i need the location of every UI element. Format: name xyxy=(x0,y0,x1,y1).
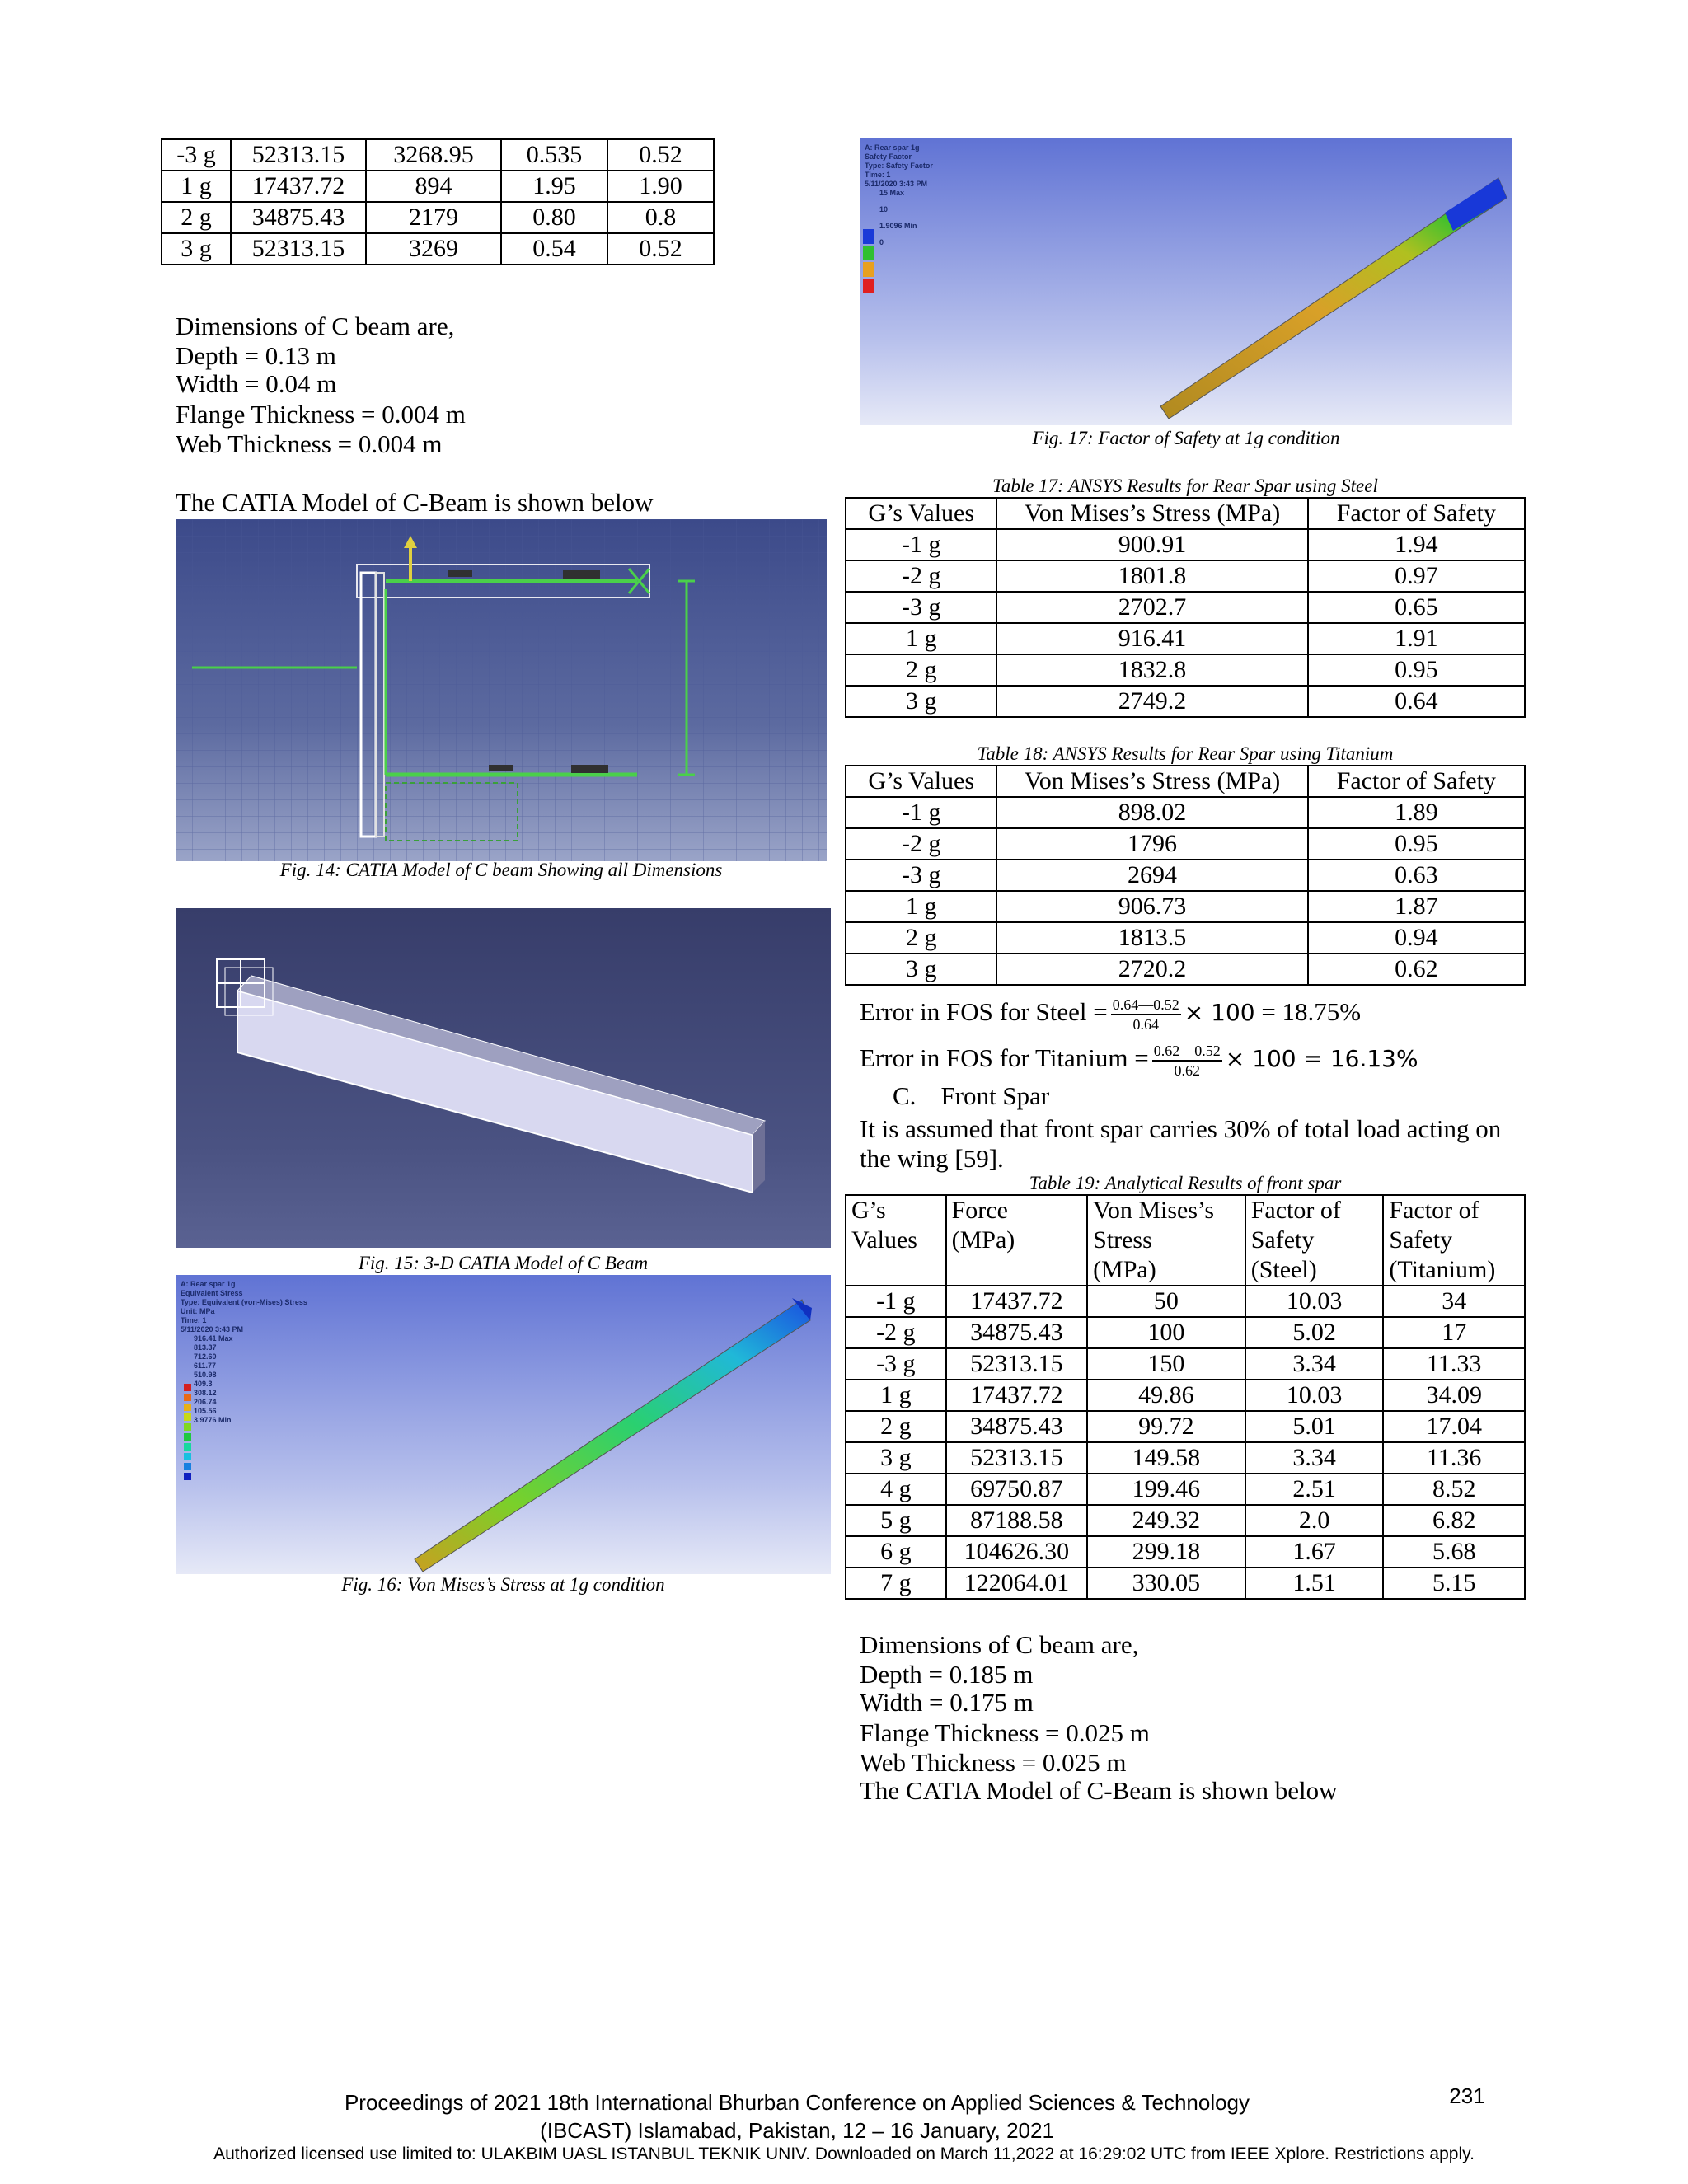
table-cell: 104626.30 xyxy=(946,1536,1087,1568)
table-row xyxy=(846,891,1525,922)
table-cell: 249.32 xyxy=(1087,1505,1245,1536)
table17 xyxy=(845,497,1526,718)
table-row xyxy=(162,171,714,202)
legend-line: 813.37 xyxy=(194,1343,217,1352)
table-cell: 69750.87 xyxy=(946,1474,1087,1505)
table-cell: 0.95 xyxy=(1308,828,1525,860)
table-cell: 34875.43 xyxy=(946,1411,1087,1442)
footer-license: Authorized licensed use limited to: ULAKBIM UASL ISTANBUL TEKNIK UNIV. Downloaded on March 11,2022 at 16:29:02 UTC from IEEE Xplore. Restrictions apply. xyxy=(213,2144,1475,2163)
table-row xyxy=(846,529,1525,560)
table-row xyxy=(846,654,1525,686)
table-cell: 3 g xyxy=(846,686,996,717)
legend-line: 409.3 xyxy=(194,1380,213,1388)
table-cell: -2 g xyxy=(846,560,996,592)
header-line: G’s xyxy=(851,1197,886,1224)
table-row xyxy=(846,623,1525,654)
table-cell: 2 g xyxy=(846,654,996,686)
table-cell: 99.72 xyxy=(1087,1411,1245,1442)
table19 xyxy=(845,1194,1526,1600)
table-cell: 0.52 xyxy=(607,233,714,265)
header-line: Values xyxy=(851,1226,917,1254)
left-dims-web: Web Thickness = 0.004 m xyxy=(176,429,443,458)
table-cell: 1 g xyxy=(162,171,231,202)
table-row xyxy=(846,592,1525,623)
table-cell: 7 g xyxy=(846,1568,946,1599)
table-cell: 1813.5 xyxy=(996,922,1307,954)
legend-line: 105.56 xyxy=(194,1407,217,1415)
legend-line: 5/11/2020 3:43 PM xyxy=(181,1325,244,1333)
table-cell: 330.05 xyxy=(1087,1568,1245,1599)
legend-line: 611.77 xyxy=(194,1361,217,1370)
table-cell: 1 g xyxy=(846,623,996,654)
header-line: (Titanium) xyxy=(1389,1256,1496,1283)
table-row xyxy=(846,1286,1525,1317)
table-cell: 0.64 xyxy=(1308,686,1525,717)
column-header: G’s Values xyxy=(846,498,996,529)
table-cell: 1.91 xyxy=(1308,623,1525,654)
table-row xyxy=(846,1348,1525,1380)
column-header: Von Mises’s Stress (MPa) xyxy=(996,498,1307,529)
left-catia-text: The CATIA Model of C-Beam is shown below xyxy=(176,488,654,517)
legend-line: A: Rear spar 1g xyxy=(181,1280,236,1288)
table-cell: 1.67 xyxy=(1245,1536,1384,1568)
table-row xyxy=(846,1474,1525,1505)
legend-line: 916.41 Max xyxy=(194,1334,233,1343)
right-catia-text: The CATIA Model of C-Beam is shown below xyxy=(860,1776,1338,1805)
section-c-heading xyxy=(893,1081,1049,1111)
error-steel-numerator: 0.64—0.52 xyxy=(1111,996,1181,1015)
table-cell: 0.54 xyxy=(501,233,607,265)
column-header: Factor of Safety xyxy=(1308,498,1525,529)
fig15-beam-svg xyxy=(176,908,831,1248)
section-letter: C. xyxy=(893,1081,917,1110)
page-number: 231 xyxy=(1449,2083,1485,2108)
table-cell: 1.51 xyxy=(1245,1568,1384,1599)
header-line: (MPa) xyxy=(951,1226,1015,1254)
table-cell: 17437.72 xyxy=(946,1286,1087,1317)
legend-line: 0 xyxy=(879,238,884,246)
table19-caption: Table 19: Analytical Results of front spar xyxy=(1029,1173,1342,1193)
table-cell: 2 g xyxy=(846,1411,946,1442)
table-cell: 11.33 xyxy=(1383,1348,1525,1380)
column-header: G’s Values xyxy=(846,766,996,797)
legend-line: Equivalent Stress xyxy=(181,1289,243,1297)
table-cell: 49.86 xyxy=(1087,1380,1245,1411)
table-cell: 34875.43 xyxy=(946,1317,1087,1348)
table-cell: -1 g xyxy=(846,797,996,828)
table-cell: 34.09 xyxy=(1383,1380,1525,1411)
table-cell: 894 xyxy=(366,171,501,202)
top-table xyxy=(161,138,715,265)
column-header xyxy=(846,1195,946,1286)
legend-line: Type: Safety Factor xyxy=(865,162,933,170)
legend-line: 15 Max xyxy=(879,189,905,197)
table-cell: 6 g xyxy=(846,1536,946,1568)
header-line: Stress xyxy=(1093,1226,1152,1254)
table-row xyxy=(846,828,1525,860)
header-line: (MPa) xyxy=(1093,1256,1156,1283)
error-steel-line xyxy=(860,987,1361,1037)
table-cell: 52313.15 xyxy=(946,1442,1087,1474)
table-cell: 299.18 xyxy=(1087,1536,1245,1568)
table-cell: 0.63 xyxy=(1308,860,1525,891)
header-line: (Steel) xyxy=(1250,1256,1317,1283)
table-cell: 0.95 xyxy=(1308,654,1525,686)
fig14-catia-drawing xyxy=(176,519,827,861)
table-row xyxy=(846,1536,1525,1568)
legend-line: 308.12 xyxy=(194,1389,217,1397)
right-dims-flange: Flange Thickness = 0.025 m xyxy=(860,1718,1150,1747)
table-row xyxy=(162,202,714,233)
table-cell: 3.34 xyxy=(1245,1348,1384,1380)
error-steel-label: Error in FOS for Steel = xyxy=(860,997,1108,1026)
table-row xyxy=(162,233,714,265)
header-line: Safety xyxy=(1389,1226,1453,1254)
table-cell: 5.68 xyxy=(1383,1536,1525,1568)
table-cell: 2720.2 xyxy=(996,954,1307,985)
table-cell: 199.46 xyxy=(1087,1474,1245,1505)
table-cell: 1.87 xyxy=(1308,891,1525,922)
error-titanium-fraction xyxy=(1152,1042,1222,1080)
table-cell: -1 g xyxy=(846,1286,946,1317)
table-cell: 5.02 xyxy=(1245,1317,1384,1348)
table-cell: 3268.95 xyxy=(366,139,501,171)
column-header xyxy=(1087,1195,1245,1286)
front-spar-para-2: the wing [59]. xyxy=(860,1144,1004,1173)
table-cell: 3 g xyxy=(162,233,231,265)
fig17-factor-of-safety xyxy=(860,138,1512,425)
table-cell: 34 xyxy=(1383,1286,1525,1317)
fig16-caption: Fig. 16: Von Mises’s Stress at 1g condition xyxy=(341,1574,665,1595)
error-steel-fraction xyxy=(1111,996,1181,1033)
table-cell: 0.94 xyxy=(1308,922,1525,954)
fig16-beam-svg xyxy=(176,1275,831,1574)
right-dims-width: Width = 0.175 m xyxy=(860,1688,1034,1717)
table-cell: 5.15 xyxy=(1383,1568,1525,1599)
fig15-catia-3d xyxy=(176,908,831,1248)
table-cell: 1.90 xyxy=(607,171,714,202)
table-cell: 1.89 xyxy=(1308,797,1525,828)
table-cell: 17 xyxy=(1383,1317,1525,1348)
table-cell: 1801.8 xyxy=(996,560,1307,592)
left-dims-flange: Flange Thickness = 0.004 m xyxy=(176,400,466,429)
fig14-drawing-svg xyxy=(176,519,827,861)
legend-line: 1.9096 Min xyxy=(879,222,917,230)
legend-line: 712.60 xyxy=(194,1352,217,1361)
table-cell: 906.73 xyxy=(996,891,1307,922)
header-line: Von Mises’s xyxy=(1093,1197,1215,1224)
table-cell: 1.94 xyxy=(1308,529,1525,560)
left-dims-intro: Dimensions of C beam are, xyxy=(176,312,455,340)
table-cell: 52313.15 xyxy=(231,233,366,265)
table-cell: 17.04 xyxy=(1383,1411,1525,1442)
table-cell: 10.03 xyxy=(1245,1380,1384,1411)
table-cell: 2694 xyxy=(996,860,1307,891)
table-cell: -3 g xyxy=(162,139,231,171)
table-row xyxy=(846,954,1525,985)
error-titanium-rest: × 100 = 16.13% xyxy=(1225,1045,1418,1072)
header-line: Safety xyxy=(1250,1226,1315,1254)
legend-line: 206.74 xyxy=(194,1398,217,1406)
table-cell: 0.97 xyxy=(1308,560,1525,592)
table-cell: 0.8 xyxy=(607,202,714,233)
column-header xyxy=(1383,1195,1525,1286)
table-row xyxy=(846,1568,1525,1599)
table-cell: -3 g xyxy=(846,860,996,891)
table-cell: 0.535 xyxy=(501,139,607,171)
table-cell: 1 g xyxy=(846,891,996,922)
column-header xyxy=(946,1195,1087,1286)
table-cell: 4 g xyxy=(846,1474,946,1505)
legend-line: 510.98 xyxy=(194,1371,217,1379)
table-cell: 100 xyxy=(1087,1317,1245,1348)
table-cell: -2 g xyxy=(846,1317,946,1348)
table-cell: -3 g xyxy=(846,592,996,623)
footer-proceedings-line1: Proceedings of 2021 18th International Bhurban Conference on Applied Sciences & Technology xyxy=(344,2090,1250,2115)
error-steel-multiplier: × 100 xyxy=(1184,999,1255,1026)
table-cell: 6.82 xyxy=(1383,1505,1525,1536)
table-cell: 2.51 xyxy=(1245,1474,1384,1505)
legend-line: A: Rear spar 1g xyxy=(865,143,920,152)
table-cell: 10.03 xyxy=(1245,1286,1384,1317)
table-cell: 8.52 xyxy=(1383,1474,1525,1505)
header-line: Factor of xyxy=(1389,1197,1479,1224)
legend-line: 10 xyxy=(879,205,889,213)
table-cell: 1796 xyxy=(996,828,1307,860)
table-cell: 0.65 xyxy=(1308,592,1525,623)
legend-line: 5/11/2020 3:43 PM xyxy=(865,180,928,188)
front-spar-para-1: It is assumed that front spar carries 30% of total load acting on xyxy=(860,1114,1502,1143)
right-dims-depth: Depth = 0.185 m xyxy=(860,1660,1034,1689)
table-cell: 34875.43 xyxy=(231,202,366,233)
table-cell: 150 xyxy=(1087,1348,1245,1380)
table18-caption: Table 18: ANSYS Results for Rear Spar using Titanium xyxy=(977,743,1394,764)
table-cell: 52313.15 xyxy=(231,139,366,171)
error-titanium-numerator: 0.62—0.52 xyxy=(1152,1042,1222,1062)
table-cell: 3 g xyxy=(846,1442,946,1474)
legend-line: Safety Factor xyxy=(865,152,912,161)
table-row xyxy=(846,797,1525,828)
legend-line: Unit: MPa xyxy=(181,1307,215,1315)
legend-line: Time: 1 xyxy=(181,1316,207,1324)
table-row xyxy=(846,1505,1525,1536)
fig17-caption: Fig. 17: Factor of Safety at 1g condition xyxy=(1032,428,1340,448)
table-cell: 2.0 xyxy=(1245,1505,1384,1536)
table18 xyxy=(845,765,1526,986)
table-cell: 122064.01 xyxy=(946,1568,1087,1599)
column-header: Factor of Safety xyxy=(1308,766,1525,797)
legend-line: Type: Equivalent (von-Mises) Stress xyxy=(181,1298,307,1306)
header-line: Factor of xyxy=(1250,1197,1341,1224)
table-row xyxy=(846,922,1525,954)
header-line: Force xyxy=(951,1197,1008,1224)
table-cell: 2 g xyxy=(162,202,231,233)
table-cell: 898.02 xyxy=(996,797,1307,828)
table-row xyxy=(846,560,1525,592)
table-cell: 5 g xyxy=(846,1505,946,1536)
table-cell: 916.41 xyxy=(996,623,1307,654)
column-header xyxy=(1245,1195,1384,1286)
table-cell: 17437.72 xyxy=(946,1380,1087,1411)
table-cell: 2702.7 xyxy=(996,592,1307,623)
table-cell: 3.34 xyxy=(1245,1442,1384,1474)
table-row xyxy=(846,1317,1525,1348)
fig14-caption: Fig. 14: CATIA Model of C beam Showing all Dimensions xyxy=(279,860,723,880)
fig15-caption: Fig. 15: 3-D CATIA Model of C Beam xyxy=(358,1253,649,1273)
table-cell: 0.52 xyxy=(607,139,714,171)
table-cell: 17437.72 xyxy=(231,171,366,202)
table-cell: 1832.8 xyxy=(996,654,1307,686)
right-dims-intro: Dimensions of C beam are, xyxy=(860,1630,1139,1659)
error-titanium-line xyxy=(860,1033,1418,1083)
table-cell: 11.36 xyxy=(1383,1442,1525,1474)
table-cell: 149.58 xyxy=(1087,1442,1245,1474)
table-cell: 87188.58 xyxy=(946,1505,1087,1536)
table-cell: 5.01 xyxy=(1245,1411,1384,1442)
table-row xyxy=(846,686,1525,717)
table-cell: 2179 xyxy=(366,202,501,233)
column-header: Von Mises’s Stress (MPa) xyxy=(996,766,1307,797)
table-cell: 900.91 xyxy=(996,529,1307,560)
table17-caption: Table 17: ANSYS Results for Rear Spar using Steel xyxy=(992,476,1378,496)
table-row xyxy=(846,860,1525,891)
legend-line: 3.9776 Min xyxy=(194,1416,232,1424)
error-titanium-label: Error in FOS for Titanium = xyxy=(860,1043,1149,1072)
table-cell: 52313.15 xyxy=(946,1348,1087,1380)
table-cell: -1 g xyxy=(846,529,996,560)
table-cell: 2749.2 xyxy=(996,686,1307,717)
legend-line: Time: 1 xyxy=(865,171,891,179)
left-dims-width: Width = 0.04 m xyxy=(176,369,337,398)
table-cell: 0.62 xyxy=(1308,954,1525,985)
table-row xyxy=(162,139,714,171)
table-cell: -3 g xyxy=(846,1348,946,1380)
table-cell: 50 xyxy=(1087,1286,1245,1317)
table-cell: 1 g xyxy=(846,1380,946,1411)
fig16-von-mises xyxy=(176,1275,831,1574)
table-cell: 3269 xyxy=(366,233,501,265)
table-cell: 3 g xyxy=(846,954,996,985)
error-steel-denominator: 0.64 xyxy=(1132,1015,1160,1033)
right-dims-web: Web Thickness = 0.025 m xyxy=(860,1748,1127,1777)
section-title: Front Spar xyxy=(940,1081,1050,1110)
table-row xyxy=(846,1380,1525,1411)
left-dims-depth: Depth = 0.13 m xyxy=(176,341,336,370)
error-titanium-denominator: 0.62 xyxy=(1174,1062,1201,1079)
table-cell: 0.80 xyxy=(501,202,607,233)
table-row xyxy=(846,1411,1525,1442)
table-row xyxy=(846,1442,1525,1474)
error-steel-result: = 18.75% xyxy=(1261,997,1362,1026)
table-cell: 1.95 xyxy=(501,171,607,202)
table-cell: 2 g xyxy=(846,922,996,954)
fig17-beam-svg xyxy=(860,138,1512,425)
footer-proceedings-line2: (IBCAST) Islamabad, Pakistan, 12 – 16 January, 2021 xyxy=(540,2118,1054,2143)
table-cell: -2 g xyxy=(846,828,996,860)
